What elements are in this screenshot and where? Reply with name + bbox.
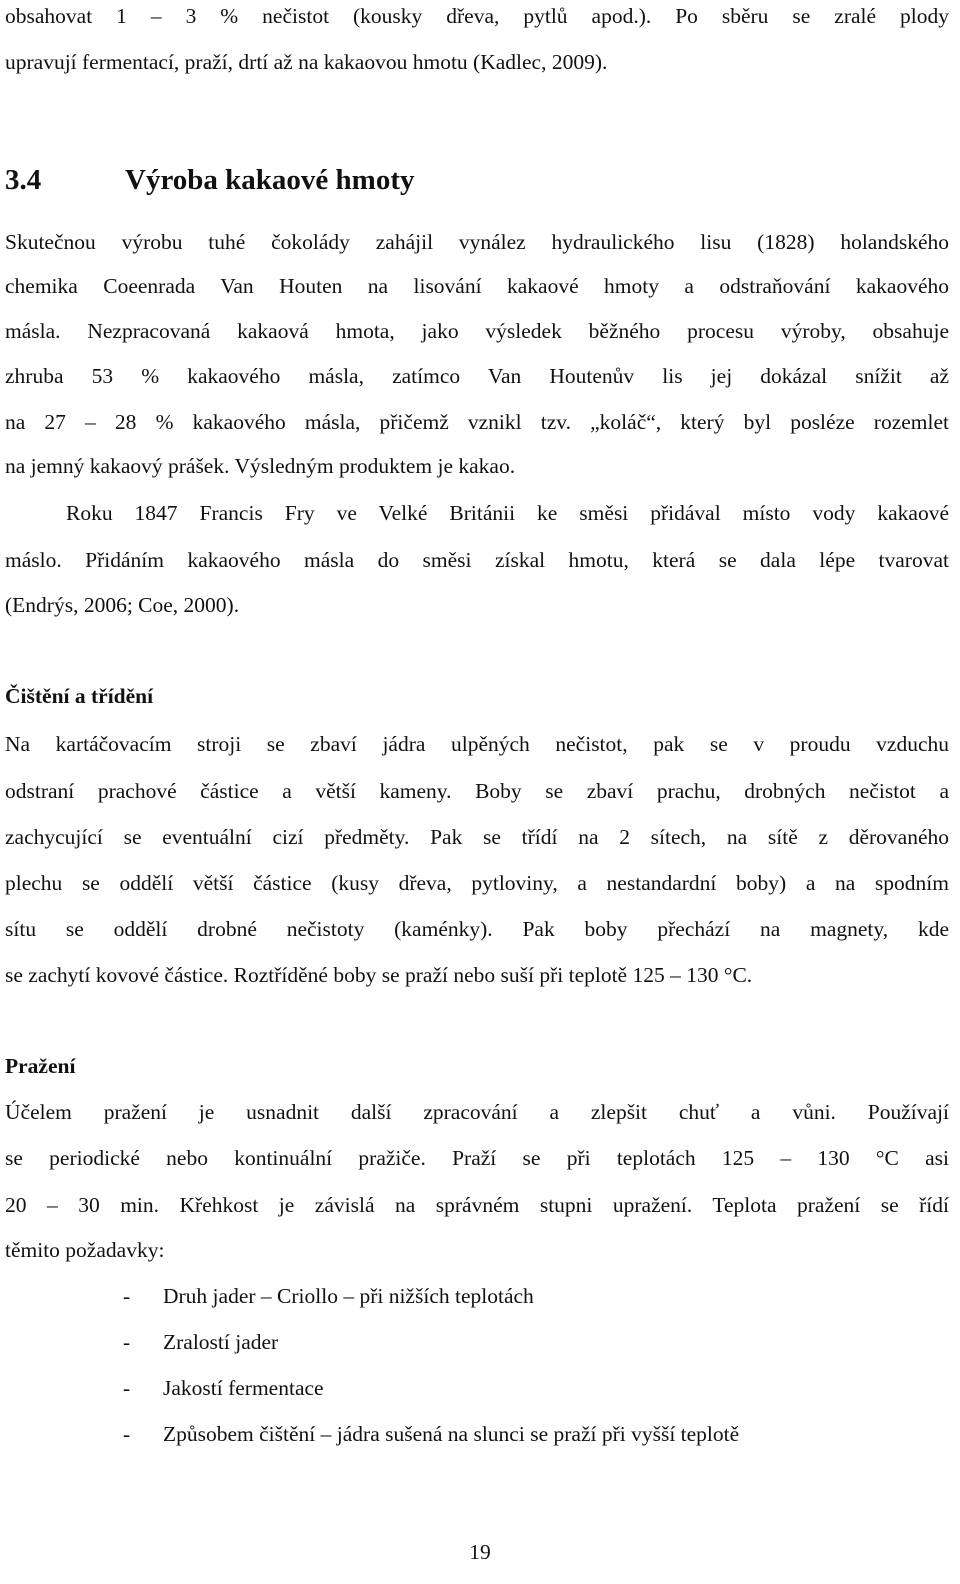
- list-item-text: Jakostí fermentace: [163, 1376, 324, 1400]
- list-item: [123, 1374, 324, 1402]
- subheading-prazeni: Pražení: [5, 1054, 76, 1078]
- paragraph-line: zhruba 53 % kakaového másla, zatímco Van Houtenův lis jej dokázal snížit až: [5, 364, 949, 388]
- list-dash: -: [123, 1376, 131, 1400]
- paragraph-line: Na kartáčovacím stroji se zbaví jádra ulpěných nečistot, pak se v proudu vzduchu: [5, 732, 949, 756]
- list-item-text: Způsobem čištění – jádra sušená na slunci se praží při vyšší teplotě: [163, 1422, 740, 1446]
- paragraph-line: se periodické nebo kontinuální pražiče. Praží se při teplotách 125 – 130 °C asi: [5, 1146, 949, 1170]
- paragraph-line: sítu se oddělí drobné nečistoty (kaménky). Pak boby přechází na magnety, kde: [5, 917, 949, 941]
- section-number: 3.4: [5, 164, 42, 196]
- list-item: [123, 1328, 278, 1356]
- paragraph-line: odstraní prachové částice a větší kameny. Boby se zbaví prachu, drobných nečistot a: [5, 779, 949, 803]
- list-dash: -: [123, 1422, 131, 1446]
- list-item: [123, 1282, 534, 1310]
- paragraph-line: těmito požadavky:: [5, 1238, 165, 1262]
- intro-line: upravují fermentací, praží, drtí až na kakaovou hmotu (Kadlec, 2009).: [5, 50, 608, 74]
- paragraph-line: na jemný kakaový prášek. Výsledným produktem je kakao.: [5, 454, 516, 478]
- page-number: 19: [469, 1540, 491, 1564]
- section-heading: [5, 162, 415, 198]
- paragraph-line: (Endrýs, 2006; Coe, 2000).: [5, 593, 240, 617]
- paragraph-line: chemika Coeenrada Van Houten na lisování kakaové hmoty a odstraňování kakaového: [5, 274, 949, 298]
- paragraph-line: na 27 – 28 % kakaového másla, přičemž vznikl tzv. „koláč“, který byl posléze rozemlet: [5, 410, 949, 434]
- list-dash: -: [123, 1330, 131, 1354]
- paragraph-line: 20 – 30 min. Křehkost je závislá na správném stupni upražení. Teplota pražení se řídí: [5, 1193, 949, 1217]
- paragraph-line: másla. Nezpracovaná kakaová hmota, jako výsledek běžného procesu výroby, obsahuje: [5, 319, 949, 343]
- paragraph-line: Účelem pražení je usnadnit další zpracování a zlepšit chuť a vůni. Používají: [5, 1100, 949, 1124]
- list-item-text: Druh jader – Criollo – při nižších teplotách: [163, 1284, 534, 1308]
- paragraph-line: se zachytí kovové částice. Roztříděné boby se praží nebo suší při teplotě 125 – 130 °C.: [5, 963, 753, 987]
- paragraph-line: máslo. Přidáním kakaového másla do směsi získal hmotu, která se dala lépe tvarovat: [5, 548, 949, 572]
- list-item-text: Zralostí jader: [163, 1330, 279, 1354]
- paragraph-line: Skutečnou výrobu tuhé čokolády zahájil vynález hydraulického lisu (1828) holandského: [5, 230, 949, 254]
- list-item: [123, 1420, 739, 1448]
- paragraph-line: Roku 1847 Francis Fry ve Velké Británii ke směsi přidával místo vody kakaové: [66, 501, 949, 525]
- paragraph-line: plechu se oddělí větší částice (kusy dřeva, pytloviny, a nestandardní boby) a na spodním: [5, 871, 949, 895]
- intro-line: obsahovat 1 – 3 % nečistot (kousky dřeva, pytlů apod.). Po sběru se zralé plody: [5, 4, 949, 28]
- paragraph-line: zachycující se eventuální cizí předměty. Pak se třídí na 2 sítech, na sítě z děrovaného: [5, 825, 949, 849]
- subheading-cisteni: Čištění a třídění: [5, 684, 154, 708]
- section-title: Výroba kakaové hmoty: [125, 164, 415, 196]
- list-dash: -: [123, 1284, 131, 1308]
